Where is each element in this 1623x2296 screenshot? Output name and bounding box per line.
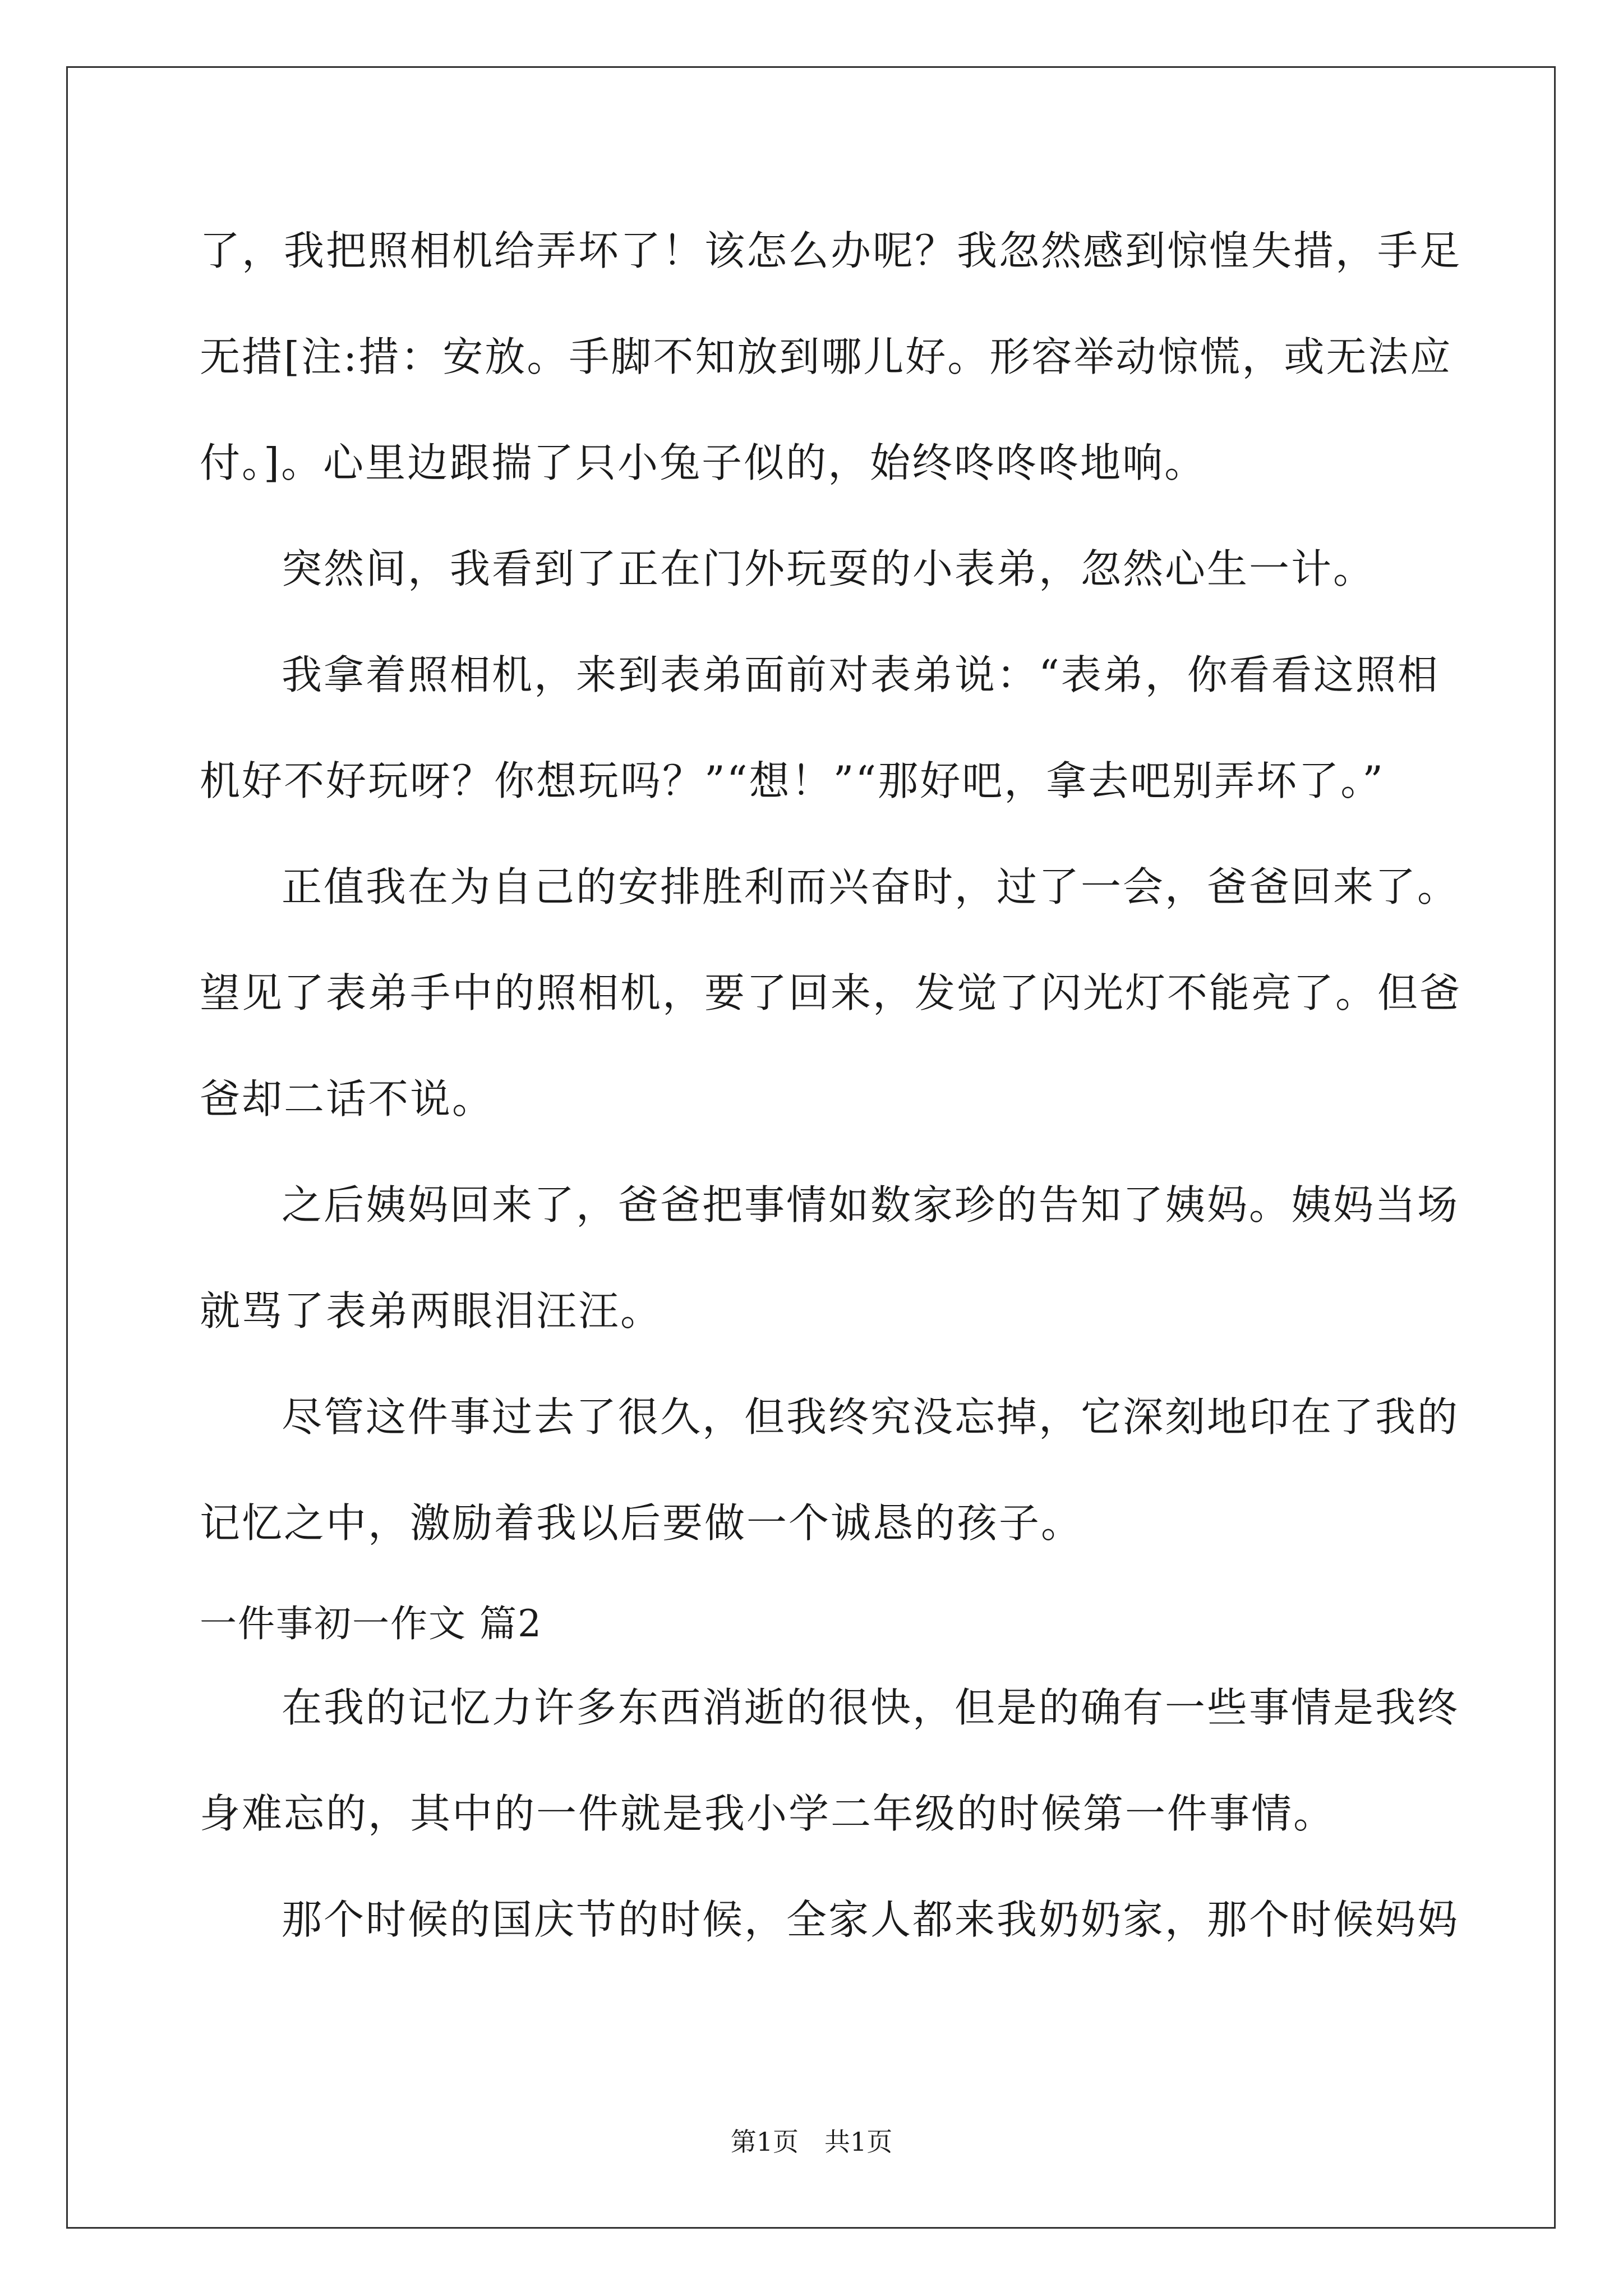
text-line: 付。]。心里边跟揣了只小兔子似的，始终咚咚咚地响。 (200, 439, 1207, 486)
page-number-current: 第1页 (730, 2127, 799, 2157)
paragraph (200, 1163, 1460, 1375)
text-line: 突然间，我看到了正在门外玩耍的小表弟，忽然心生一计。 (282, 545, 1376, 592)
paragraph (200, 633, 1440, 845)
text-line: 尽管这件事过去了很久，但我终究没忘掉，它深刻地印在了我的 (282, 1393, 1460, 1441)
paragraph (200, 1665, 1460, 1878)
paragraph (200, 209, 1462, 527)
paragraph (200, 845, 1462, 1163)
document-body (200, 209, 1462, 1984)
text-line: 记忆之中，激励着我以后要做一个诚恳的孩子。 (200, 1499, 1083, 1547)
paragraph (200, 1375, 1460, 1587)
text-line: 之后姨妈回来了，爸爸把事情如数家珍的告知了姨妈。姨妈当场 (282, 1181, 1460, 1228)
text-line: 在我的记忆力许多东西消逝的很快，但是的确有一些事情是我终 (282, 1684, 1460, 1731)
text-line: 正值我在为自己的安排胜利而兴奋时，过了一会，爸爸回来了。 (282, 863, 1460, 910)
page-number-total: 共1页 (824, 2127, 893, 2157)
text-line: 就骂了表弟两眼泪汪汪。 (200, 1287, 663, 1335)
text-line: 我拿着照相机，来到表弟面前对表弟说：“表弟，你看看这照相 (282, 651, 1440, 698)
paragraph (200, 1878, 1460, 1984)
text-line: 身难忘的，其中的一件就是我小学二年级的时候第一件事情。 (200, 1790, 1336, 1837)
text-line: 爸却二话不说。 (200, 1075, 495, 1122)
text-line: 无措[注:措：安放。手脚不知放到哪儿好。形容举动惊慌，或无法应 (200, 333, 1453, 380)
text-line: 了，我把照相机给弄坏了！该怎么办呢？我忽然感到惊惶失措，手足 (200, 227, 1462, 274)
text-line: 那个时候的国庆节的时候，全家人都来我奶奶家，那个时候妈妈 (282, 1896, 1460, 1943)
text-line: 望见了表弟手中的照相机，要了回来，发觉了闪光灯不能亮了。但爸 (200, 969, 1462, 1016)
page-footer (0, 2125, 1623, 2159)
text-line: 机好不好玩呀？你想玩吗？”“想！”“那好吧，拿去吧别弄坏了。” (200, 757, 1385, 804)
paragraph (200, 527, 1431, 633)
section-heading: 一件事初一作文 篇2 (200, 1602, 542, 1645)
